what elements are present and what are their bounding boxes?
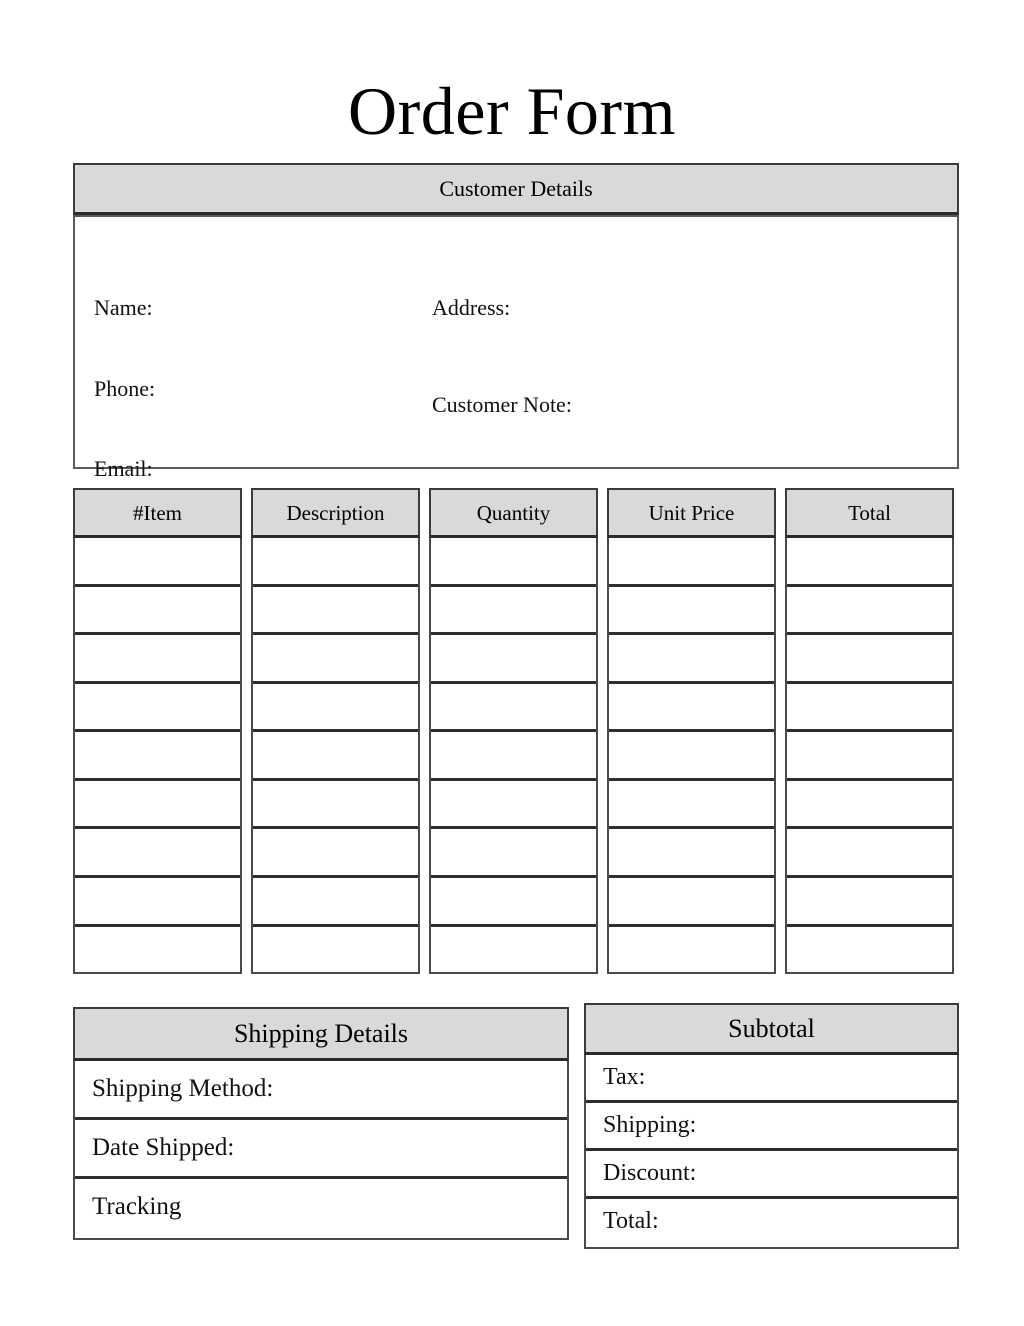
shipping-cost-row[interactable]: Shipping: <box>586 1103 957 1151</box>
column-header-description: Description <box>251 488 420 538</box>
table-cell[interactable] <box>75 878 240 927</box>
customer-phone-label: Phone: <box>94 376 156 401</box>
table-cell[interactable] <box>431 927 596 973</box>
table-cell[interactable] <box>253 538 418 587</box>
items-column-cells-unit-price <box>607 538 776 974</box>
table-cell[interactable] <box>431 781 596 830</box>
table-cell[interactable] <box>787 781 952 830</box>
table-cell[interactable] <box>253 781 418 830</box>
table-cell[interactable] <box>431 635 596 684</box>
customer-details-header: Customer Details <box>73 163 959 215</box>
column-header-total: Total <box>785 488 954 538</box>
page-title: Order Form <box>348 73 676 149</box>
column-header-unit-price: Unit Price <box>607 488 776 538</box>
table-cell[interactable] <box>787 927 952 973</box>
shipping-details-header: Shipping Details <box>73 1007 569 1061</box>
table-cell[interactable] <box>431 878 596 927</box>
table-cell[interactable] <box>787 684 952 733</box>
discount-row[interactable]: Discount: <box>586 1151 957 1199</box>
column-header-quantity: Quantity <box>429 488 598 538</box>
table-cell[interactable] <box>75 829 240 878</box>
table-cell[interactable] <box>75 635 240 684</box>
table-cell[interactable] <box>431 684 596 733</box>
subtotal-rows <box>584 1055 959 1249</box>
table-cell[interactable] <box>787 878 952 927</box>
subtotal-header: Subtotal <box>584 1003 959 1055</box>
table-cell[interactable] <box>787 538 952 587</box>
items-column-cells-total <box>785 538 954 974</box>
table-cell[interactable] <box>431 538 596 587</box>
customer-details-body <box>73 215 959 481</box>
customer-note-label: Customer Note: <box>432 392 572 417</box>
shipping-details-panel <box>73 1007 569 1240</box>
table-cell[interactable] <box>787 829 952 878</box>
items-column-cells-item <box>73 538 242 974</box>
total-row[interactable]: Total: <box>586 1199 957 1247</box>
table-cell[interactable] <box>609 927 774 973</box>
subtotal-panel <box>584 1003 959 1249</box>
table-cell[interactable] <box>253 732 418 781</box>
table-cell[interactable] <box>609 878 774 927</box>
customer-email-label: Email: <box>94 456 153 481</box>
items-column-unit-price <box>607 488 776 974</box>
tax-row[interactable]: Tax: <box>586 1055 957 1103</box>
items-table <box>73 488 959 974</box>
table-cell[interactable] <box>609 732 774 781</box>
items-column-item <box>73 488 242 974</box>
table-cell[interactable] <box>431 587 596 636</box>
table-cell[interactable] <box>787 635 952 684</box>
items-column-cells-quantity <box>429 538 598 974</box>
customer-name-label: Name: <box>94 295 153 320</box>
table-cell[interactable] <box>75 684 240 733</box>
table-cell[interactable] <box>253 878 418 927</box>
table-cell[interactable] <box>431 732 596 781</box>
items-column-description <box>251 488 420 974</box>
table-cell[interactable] <box>431 829 596 878</box>
shipping-details-rows <box>73 1061 569 1240</box>
items-column-total <box>785 488 954 974</box>
column-header-item: #Item <box>73 488 242 538</box>
table-cell[interactable] <box>609 684 774 733</box>
table-cell[interactable] <box>609 829 774 878</box>
table-cell[interactable] <box>609 635 774 684</box>
table-cell[interactable] <box>253 829 418 878</box>
table-cell[interactable] <box>253 927 418 973</box>
table-cell[interactable] <box>75 927 240 973</box>
table-cell[interactable] <box>75 781 240 830</box>
items-column-cells-description <box>251 538 420 974</box>
table-cell[interactable] <box>253 587 418 636</box>
date-shipped-row[interactable]: Date Shipped: <box>75 1120 567 1179</box>
table-cell[interactable] <box>609 538 774 587</box>
table-cell[interactable] <box>253 684 418 733</box>
tracking-row[interactable]: Tracking <box>75 1179 567 1238</box>
table-cell[interactable] <box>609 587 774 636</box>
table-cell[interactable] <box>787 587 952 636</box>
table-cell[interactable] <box>75 538 240 587</box>
shipping-method-row[interactable]: Shipping Method: <box>75 1061 567 1120</box>
table-cell[interactable] <box>609 781 774 830</box>
table-cell[interactable] <box>253 635 418 684</box>
table-cell[interactable] <box>787 732 952 781</box>
customer-address-label: Address: <box>432 295 511 320</box>
table-cell[interactable] <box>75 732 240 781</box>
items-column-quantity <box>429 488 598 974</box>
table-cell[interactable] <box>75 587 240 636</box>
